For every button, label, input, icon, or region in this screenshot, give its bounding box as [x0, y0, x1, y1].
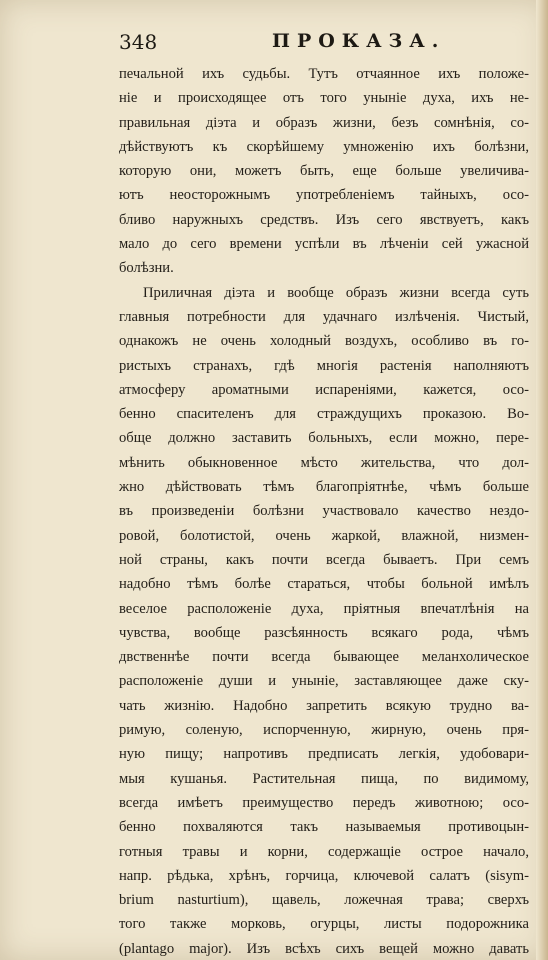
text-line: мыя кушанья. Растительная пища, по видимому, [119, 770, 529, 787]
text-line: однакожъ не очень холодный воздухъ, особливо въ го- [119, 333, 529, 350]
text-line: жно дѣйствовать тѣмъ благопріятнѣе, чѣмъ больше [119, 479, 529, 496]
text-line: ровой, болотистой, очень жаркой, влажной, низмен- [119, 527, 529, 544]
text-line: бенно похваляются такъ называемыя противоцын- [119, 819, 529, 836]
text-line: Приличная діэта и вообще образъ жизни всегда суть [143, 284, 529, 301]
text-line: ніе и происходящее отъ того уныніе духа, ихъ не- [119, 90, 529, 107]
text-line: надобно тѣмъ болѣе стараться, чтобы больной имѣлъ [119, 576, 529, 593]
text-line: атмосферу ароматными испареніями, кажется, осо- [119, 381, 529, 398]
text-line: двственнѣе почти всегда бывающее меланхолическое [119, 649, 529, 666]
text-line: дѣйствуютъ къ скорѣйшему умноженію ихъ болѣзни, [119, 138, 529, 155]
text-line: всегда имѣетъ преимущество передъ животною; осо- [119, 794, 529, 811]
page-header [119, 30, 529, 58]
text-line: ютъ неосторожнымъ употребленіемъ тайныхъ, осо- [119, 187, 529, 204]
text-line: (plantago major). Изъ всѣхъ сихъ вещей можно давать [119, 940, 529, 957]
text-line: печальной ихъ судьбы. Тутъ отчаянное ихъ положе- [119, 66, 529, 82]
text-line: готныя травы и корни, содержащіе острое начало, [119, 843, 529, 860]
text-line: правильная діэта и образъ жизни, безъ сомнѣнія, со- [119, 114, 529, 131]
page-number: 348 [119, 30, 158, 54]
text-line: чать жизнію. Надобно запретить всякую трудно ва- [119, 697, 529, 714]
text-line: обще должно заставить больныхъ, если можно, пере- [119, 430, 529, 447]
text-line: того также морковь, огурцы, листы подорожника [119, 916, 529, 933]
text-line: мало до сего времени успѣли въ лѣченіи сей ужасной [119, 236, 529, 253]
text-line: чувства, вообще разсѣянность всякаго рода, чѣмъ [119, 624, 529, 641]
text-line: главныя потребности для удачнаго излѣченія. Чистый, [119, 308, 529, 325]
text-line: болѣзни. [119, 260, 174, 277]
body-text [119, 62, 529, 960]
text-line: которую они, можетъ быть, еще больше увеличива- [119, 163, 529, 180]
text-line: brium nasturtium), щавель, ложечная трава; сверхъ [119, 892, 529, 909]
text-line: бенно спасителенъ для страждущихъ проказою. Во- [119, 406, 529, 423]
running-title: ПРОКАЗА. [272, 30, 446, 52]
text-line: расположеніе души и уныніе, заставляющее даже ску- [119, 673, 529, 690]
text-line: ной страны, какъ почти всегда бываетъ. При семъ [119, 551, 529, 568]
text-line: римую, соленую, испорченную, жирную, очень пря- [119, 722, 529, 739]
text-line: ную пищу; напротивъ предписать легкія, удобовари- [119, 746, 529, 763]
text-line: въ произведеніи болѣзни участвовало качество нездо- [119, 503, 529, 520]
text-line: ристыхъ странахъ, гдѣ многія растенія наполняютъ [119, 357, 529, 374]
page-edge-shadow [536, 0, 548, 960]
text-line: веселое расположеніе духа, пріятныя впечатлѣнія на [119, 600, 529, 617]
text-line: мѣнить обыкновенное мѣсто жительства, что дол- [119, 454, 529, 471]
text-line: напр. рѣдька, хрѣнъ, горчица, ключевой салатъ (sisym- [119, 867, 529, 884]
text-line: бливо наружныхъ средствъ. Изъ сего явствуетъ, какъ [119, 211, 529, 228]
